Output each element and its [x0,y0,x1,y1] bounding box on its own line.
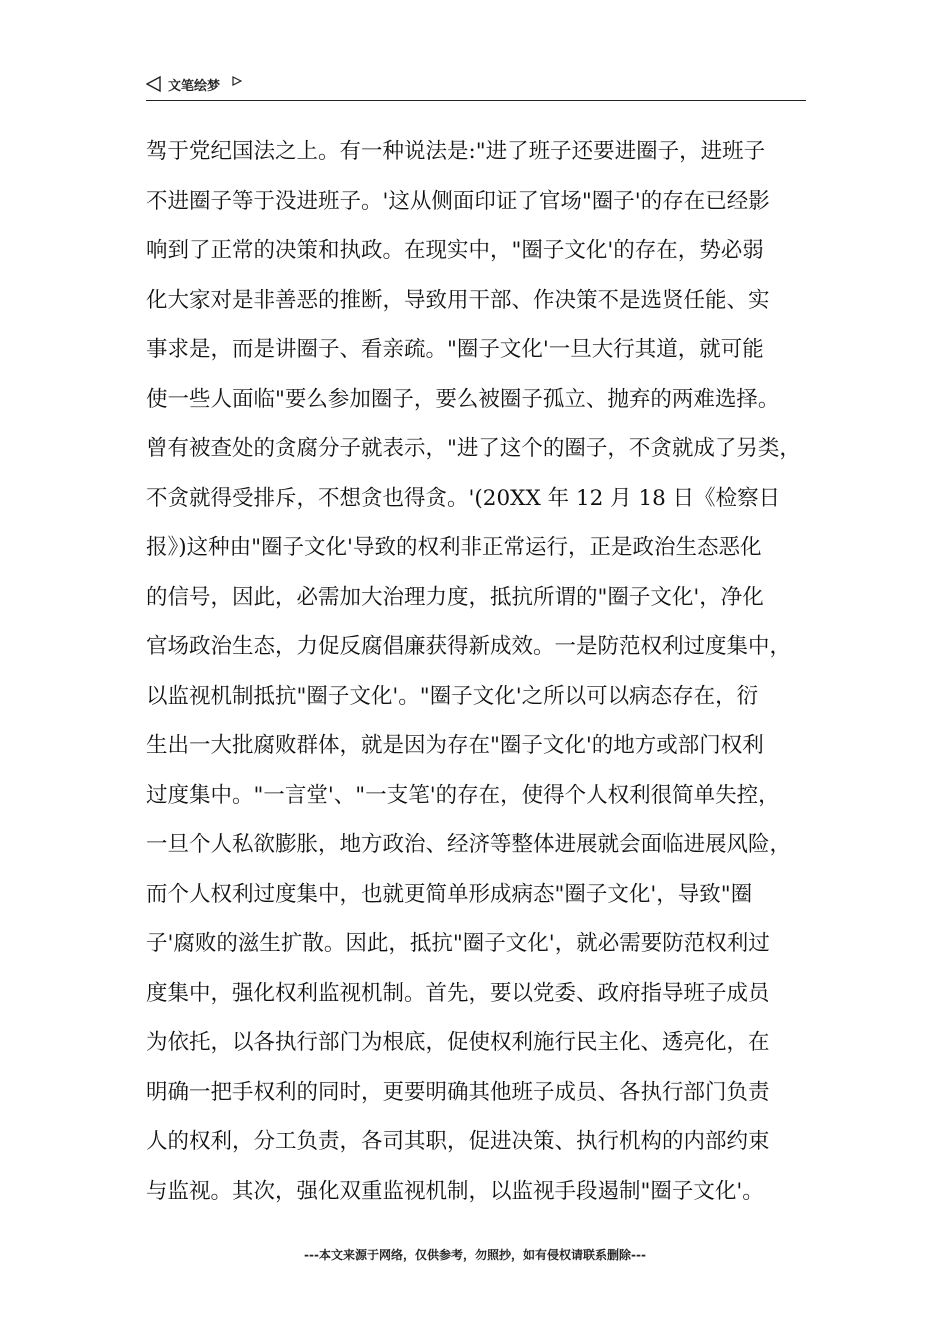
page-header [146,74,806,101]
text-line: 以监视机制抵抗"圈子文化'。"圈子文化'之所以可以病态存在，衍 [146,683,759,709]
text-line: 报》)这种由"圈子文化'导致的权利非正常运行，正是政治生态恶化 [146,535,762,560]
text-line: 事求是，而是讲圈子、看亲疏。"圈子文化'一旦大行其道，就可能 [146,337,764,362]
text-line: 人的权利，分工负责，各司其职，促进决策、执行机构的内部约束 [146,1129,770,1154]
text-line: 度集中，强化权利监视机制。首先，要以党委、政府指导班子成员 [146,980,770,1006]
text-line: 为依托，以各执行部门为根底，促使权利施行民主化、透亮化，在 [146,1030,770,1055]
triangle-right-icon [232,76,242,86]
text-line: 不进圈子等于没进班子。'这从侧面印证了官场"圈子'的存在已经影 [146,188,770,214]
text-line: 使一些人面临"要么参加圈子，要么被圈子孤立、抛弃的两难选择。 [146,386,780,412]
text-line: 化大家对是非善恶的推断，导致用干部、作决策不是选贤任能、实 [146,287,770,313]
header-brand: 文笔绘梦 [168,79,221,94]
text-line: 曾有被查处的贪腐分子就表示，"进了这个的圈子，不贪就成了另类， [146,436,801,461]
footer-notice: ---本文来源于网络，仅供参考，勿照抄，如有侵权请联系删除--- [304,1248,646,1262]
text-line: 明确一把手权利的同时，更要明确其他班子成员、各执行部门负责 [146,1079,770,1105]
document-body [146,132,816,1221]
text-line: 一旦个人私欲膨胀，地方政治、经济等整体进展就会面临进展风险， [146,832,792,857]
text-line: 官场政治生态，力促反腐倡廉获得新成效。一是防范权利过度集中， [146,634,792,659]
text-line: 过度集中。"一言堂'、"一支笔'的存在，使得个人权利很简单失控， [146,782,780,808]
text-line: 生出一大批腐败群体，就是因为存在"圈子文化'的地方或部门权利 [146,733,764,758]
text-line: 子'腐败的滋生扩散。因此，抵抗"圈子文化'，就必需要防范权利过 [146,931,770,956]
text-line: 而个人权利过度集中，也就更简单形成病态"圈子文化'，导致"圈 [146,881,753,907]
text-line: 与监视。其次，强化双重监视机制，以监视手段遏制"圈子文化'。 [146,1178,764,1204]
text-line: 驾于党纪国法之上。有一种说法是:"进了班子还要进圈子，进班子 [146,139,766,164]
text-line: 不贪就得受排斥，不想贪也得贪。'(20XX 年 12 月 18 日《检察日 [146,485,781,511]
triangle-left-icon [146,76,162,92]
text-line: 的信号，因此，必需加大治理力度，抵抗所谓的"圈子文化'，净化 [146,584,764,610]
text-line: 响到了正常的决策和执政。在现实中，"圈子文化'的存在，势必弱 [146,238,764,263]
